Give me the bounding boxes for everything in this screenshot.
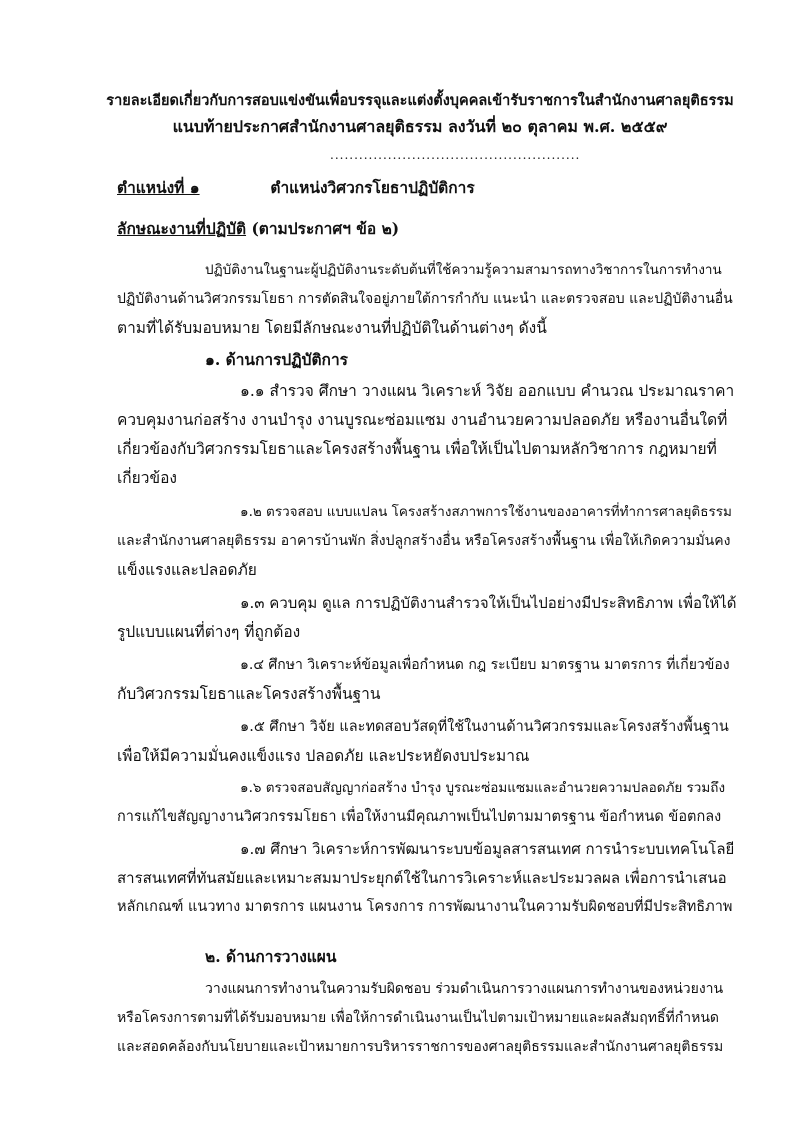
item-1-1-line: เกี่ยวข้องกับวิศวกรรมโยธาและโครงสร้างพื้นฐาน เพื่อให้เป็นไปตามหลักวิชาการ กฎหมายที่ <box>117 440 717 458</box>
item-1-7-line: หลักเกณฑ์ แนวทาง มาตรการ แผนงาน โครงการ การพัฒนางานในความรับผิดชอบที่มีประสิทธิภาพ <box>117 899 733 915</box>
position-title: ตำแหน่งวิศวกรโยธาปฏิบัติการ <box>270 178 475 197</box>
item-1-7-line: สารสนเทศที่ทันสมัยและเหมาะสมมาประยุกต์ใช้ในการวิเคราะห์และประมวลผล เพื่อการนำเสนอ <box>117 869 727 887</box>
item-1-5-line: เพื่อให้มีความมั่นคงแข็งแรง ปลอดภัย และประหยัดงบประมาณ <box>117 747 530 765</box>
item-1-3-line: รูปแบบแผนที่ต่างๆ ที่ถูกต้อง <box>117 623 301 641</box>
job-nature-heading-row <box>117 218 737 240</box>
item-1-7-line: ๑.๗ ศึกษา วิเคราะห์การพัฒนาระบบข้อมูลสารสนเทศ การนำระบบเทคโนโลยี <box>240 840 735 858</box>
job-nature-heading: ลักษณะงานที่ปฏิบัติ <box>117 219 247 238</box>
item-1-3-line: ๑.๓ ควบคุม ดูแล การปฏิบัติงานสำรวจให้เป็นไปอย่างมีประสิทธิภาพ เพื่อให้ได้ <box>240 594 737 612</box>
item-1-2-line: แข็งแรงและปลอดภัย <box>117 561 257 579</box>
item-1-5-line: ๑.๕ ศึกษา วิจัย และทดสอบวัสดุที่ใช้ในงานด้านวิศวกรรมและโครงสร้างพื้นฐาน <box>240 719 729 735</box>
position-label: ตำแหน่งที่ ๑ <box>117 178 200 197</box>
intro-line: ตามที่ได้รับมอบหมาย โดยมีลักษณะงานที่ปฏิบัติในด้านต่างๆ ดังนี้ <box>117 319 547 337</box>
item-1-2-line: และสำนักงานศาลยุติธรรม อาคารบ้านพัก สิ่งปลูกสร้างอื่น หรือโครงสร้างพื้นฐาน เพื่อให้เกิดความมั่นคง <box>117 533 731 549</box>
item-1-1-line: ๑.๑ สำรวจ ศึกษา วางแผน วิเคราะห์ วิจัย ออกแบบ คำนวณ ประมาณราคา <box>240 382 735 400</box>
section2-line: และสอดคล้องกับนโยบายและเป้าหมายการบริหารราชการของศาลยุติธรรมและสำนักงานศาลยุติธรรม <box>117 1039 724 1055</box>
section2-line: หรือโครงการตามที่ได้รับมอบหมาย เพื่อให้การดำเนินงานเป็นไปตามเป้าหมายและผลสัมฤทธิ์ที่กำหนด <box>117 1010 719 1026</box>
section2-heading: ๒. ด้านการวางแผน <box>205 947 337 966</box>
item-1-4-line: กับวิศวกรรมโยธาและโครงสร้างพื้นฐาน <box>117 685 381 703</box>
item-1-6-line: การแก้ไขสัญญางานวิศวกรรมโยธา เพื่อให้งานมีคุณภาพเป็นไปตามมาตรฐาน ข้อกำหนด ข้อตกลง <box>117 809 722 825</box>
document-title-line2: แนบท้ายประกาศสำนักงานศาลยุติธรรม ลงวันที่ ๒๐ ตุลาคม พ.ศ. ๒๕๕๙ <box>172 117 668 136</box>
position-row <box>117 177 737 199</box>
item-1-6-line: ๑.๖ ตรวจสอบสัญญาก่อสร้าง บำรุง บูรณะซ่อมแซมและอำนวยความปลอดภัย รวมถึง <box>240 780 726 796</box>
section1-heading: ๑. ด้านการปฏิบัติการ <box>205 350 348 369</box>
intro-line: ปฏิบัติงานในฐานะผู้ปฏิบัติงานระดับต้นที่ใช้ความรู้ความสามารถทางวิชาการในการทำงาน <box>205 262 722 278</box>
item-1-1-line: ควบคุมงานก่อสร้าง งานบำรุง งานบูรณะซ่อมแซม งานอำนวยความปลอดภัย หรืองานอื่นใดที่ <box>117 411 728 429</box>
item-1-4-line: ๑.๔ ศึกษา วิเคราะห์ข้อมูลเพื่อกำหนด กฎ ระเบียบ มาตรฐาน มาตรการ ที่เกี่ยวข้อง <box>240 657 730 673</box>
title-separator: .................................................... <box>330 148 581 162</box>
section2-line: วางแผนการทำงานในความรับผิดชอบ ร่วมดำเนินการวางแผนการทำงานของหน่วยงาน <box>205 981 724 997</box>
item-1-1-line: เกี่ยวข้อง <box>117 469 177 487</box>
item-1-2-line: ๑.๒ ตรวจสอบ แบบแปลน โครงสร้างสภาพการใช้งานของอาคารที่ทำการศาลยุติธรรม <box>240 504 732 520</box>
document-title-line1: รายละเอียดเกี่ยวกับการสอบแข่งขันเพื่อบรรจุและแต่งตั้งบุคคลเข้ารับราชการในสำนักงานศาลยุติธรรม <box>106 92 734 109</box>
job-nature-reference: (ตามประกาศฯ ข้อ ๒) <box>251 219 400 238</box>
intro-line: ปฏิบัติงานด้านวิศวกรรมโยธา การตัดสินใจอยู่ภายใต้การกำกับ แนะนำ และตรวจสอบ และปฏิบัติงานอื่น <box>117 291 733 307</box>
